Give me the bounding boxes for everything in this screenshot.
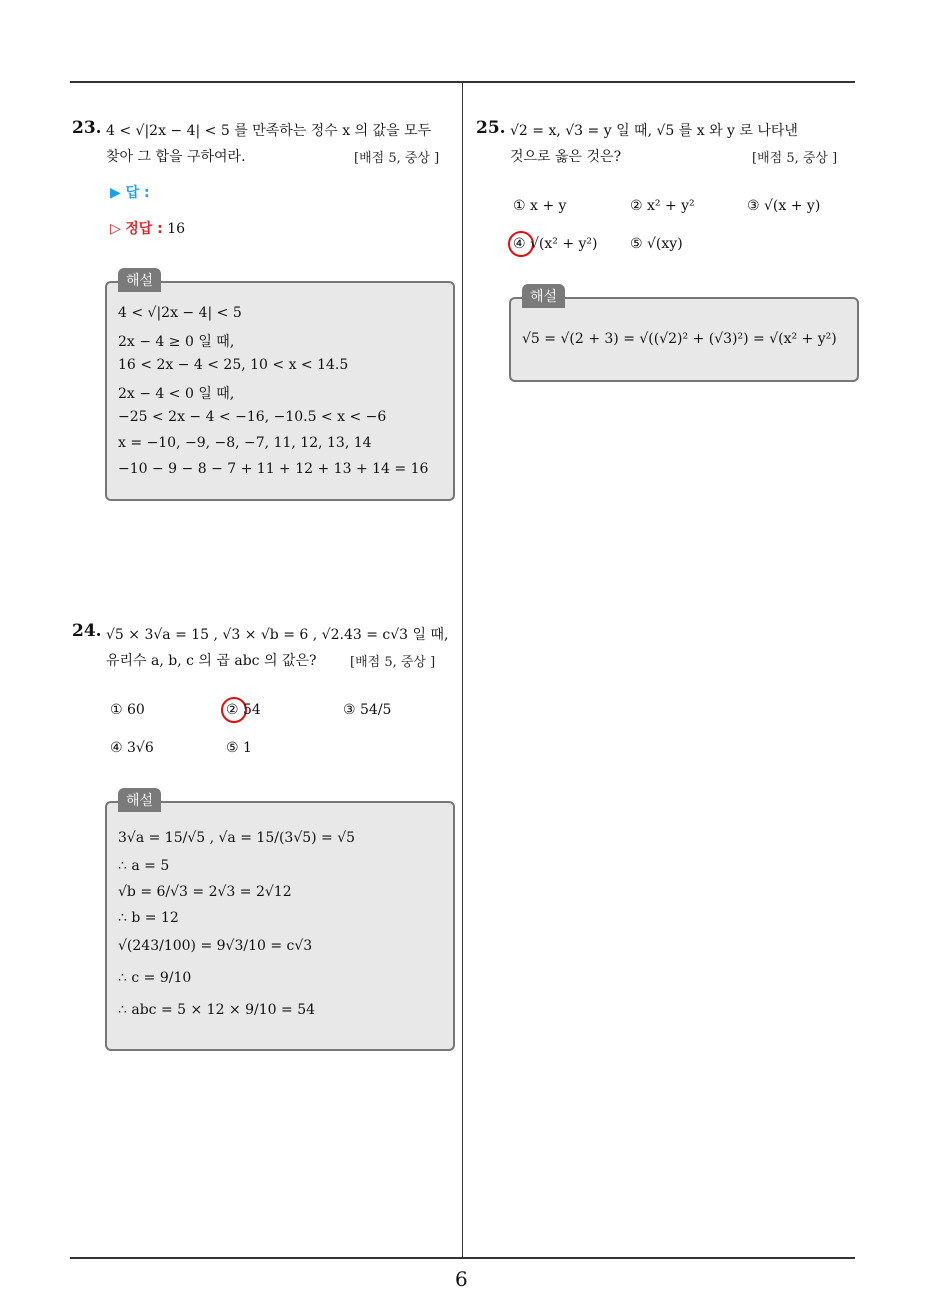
- bottom-rule: [70, 1257, 855, 1259]
- explanation-tag: 해설: [522, 284, 565, 308]
- choice-2[interactable]: ② 54: [226, 702, 261, 718]
- question-number: 23.: [72, 118, 102, 138]
- solution-label: 정답 :: [125, 221, 163, 237]
- score-meta: [배점 5, 중상 ]: [752, 151, 838, 166]
- question-number: 24.: [72, 621, 102, 641]
- column-divider: [462, 83, 463, 1258]
- choice-4[interactable]: ④ 3√6: [110, 740, 154, 756]
- choice-1[interactable]: ① 60: [110, 702, 145, 718]
- choice-2[interactable]: ② x² + y²: [630, 198, 695, 214]
- question-text-line2: 것으로 옳은 것은?: [510, 149, 622, 165]
- question-text-line1: 4 < √|2x − 4| < 5 를 만족하는 정수 x 의 값을 모두: [106, 123, 432, 139]
- explanation-line: x = −10, −9, −8, −7, 11, 12, 13, 14: [118, 435, 372, 451]
- explanation-line: 16 < 2x − 4 < 25, 10 < x < 14.5: [118, 357, 349, 373]
- question-number: 25.: [476, 118, 506, 138]
- explanation-line: 2x − 4 ≥ 0 일 때,: [118, 334, 235, 350]
- choice-3[interactable]: ③ √(x + y): [747, 198, 821, 214]
- choice-4[interactable]: ④ √(x² + y²): [513, 236, 598, 252]
- choice-5[interactable]: ⑤ 1: [226, 740, 252, 756]
- explanation-tag: 해설: [118, 788, 161, 812]
- page-number: 6: [455, 1267, 468, 1291]
- explanation-tag: 해설: [118, 268, 161, 292]
- explanation-line: √b = 6/√3 = 2√3 = 2√12: [118, 884, 292, 900]
- explanation-line: 3√a = 15/√5 , √a = 15/(3√5) = √5: [118, 830, 356, 846]
- question-text-line1: √5 × 3√a = 15 , √3 × √b = 6 , √2.43 = c√3 일 때,: [106, 627, 449, 643]
- explanation-line: ∴ abc = 5 × 12 × 9/10 = 54: [118, 1002, 316, 1018]
- explanation-line: √5 = √(2 + 3) = √((√2)² + (√3)²) = √(x² + y²): [522, 331, 837, 347]
- choice-1[interactable]: ① x + y: [513, 198, 567, 214]
- explanation-line: 2x − 4 < 0 일 때,: [118, 386, 235, 402]
- solution-value: 16: [167, 221, 186, 237]
- explanation-line: −25 < 2x − 4 < −16, −10.5 < x < −6: [118, 409, 387, 425]
- question-text-line1: √2 = x, √3 = y 일 때, √5 를 x 와 y 로 나타낸: [510, 123, 798, 139]
- explanation-line: ∴ c = 9/10: [118, 970, 192, 986]
- score-meta: [배점 5, 중상 ]: [350, 655, 436, 670]
- choice-3[interactable]: ③ 54/5: [343, 702, 392, 718]
- explanation-line: 4 < √|2x − 4| < 5: [118, 305, 242, 321]
- question-text-line2: 찾아 그 합을 구하여라.: [106, 149, 246, 165]
- score-meta: [배점 5, 중상 ]: [354, 151, 440, 166]
- solution-marker: ▷: [110, 221, 121, 237]
- solution-line: [110, 218, 185, 238]
- explanation-line: −10 − 9 − 8 − 7 + 11 + 12 + 13 + 14 = 16: [118, 461, 429, 477]
- choice-5[interactable]: ⑤ √(xy): [630, 236, 683, 252]
- answer-label: ▶ 답 :: [110, 185, 150, 201]
- explanation-line: √(243/100) = 9√3/10 = c√3: [118, 938, 313, 954]
- explanation-line: ∴ b = 12: [118, 910, 179, 926]
- explanation-line: ∴ a = 5: [118, 858, 170, 874]
- question-text-line2: 유리수 a, b, c 의 곱 abc 의 값은?: [106, 653, 317, 669]
